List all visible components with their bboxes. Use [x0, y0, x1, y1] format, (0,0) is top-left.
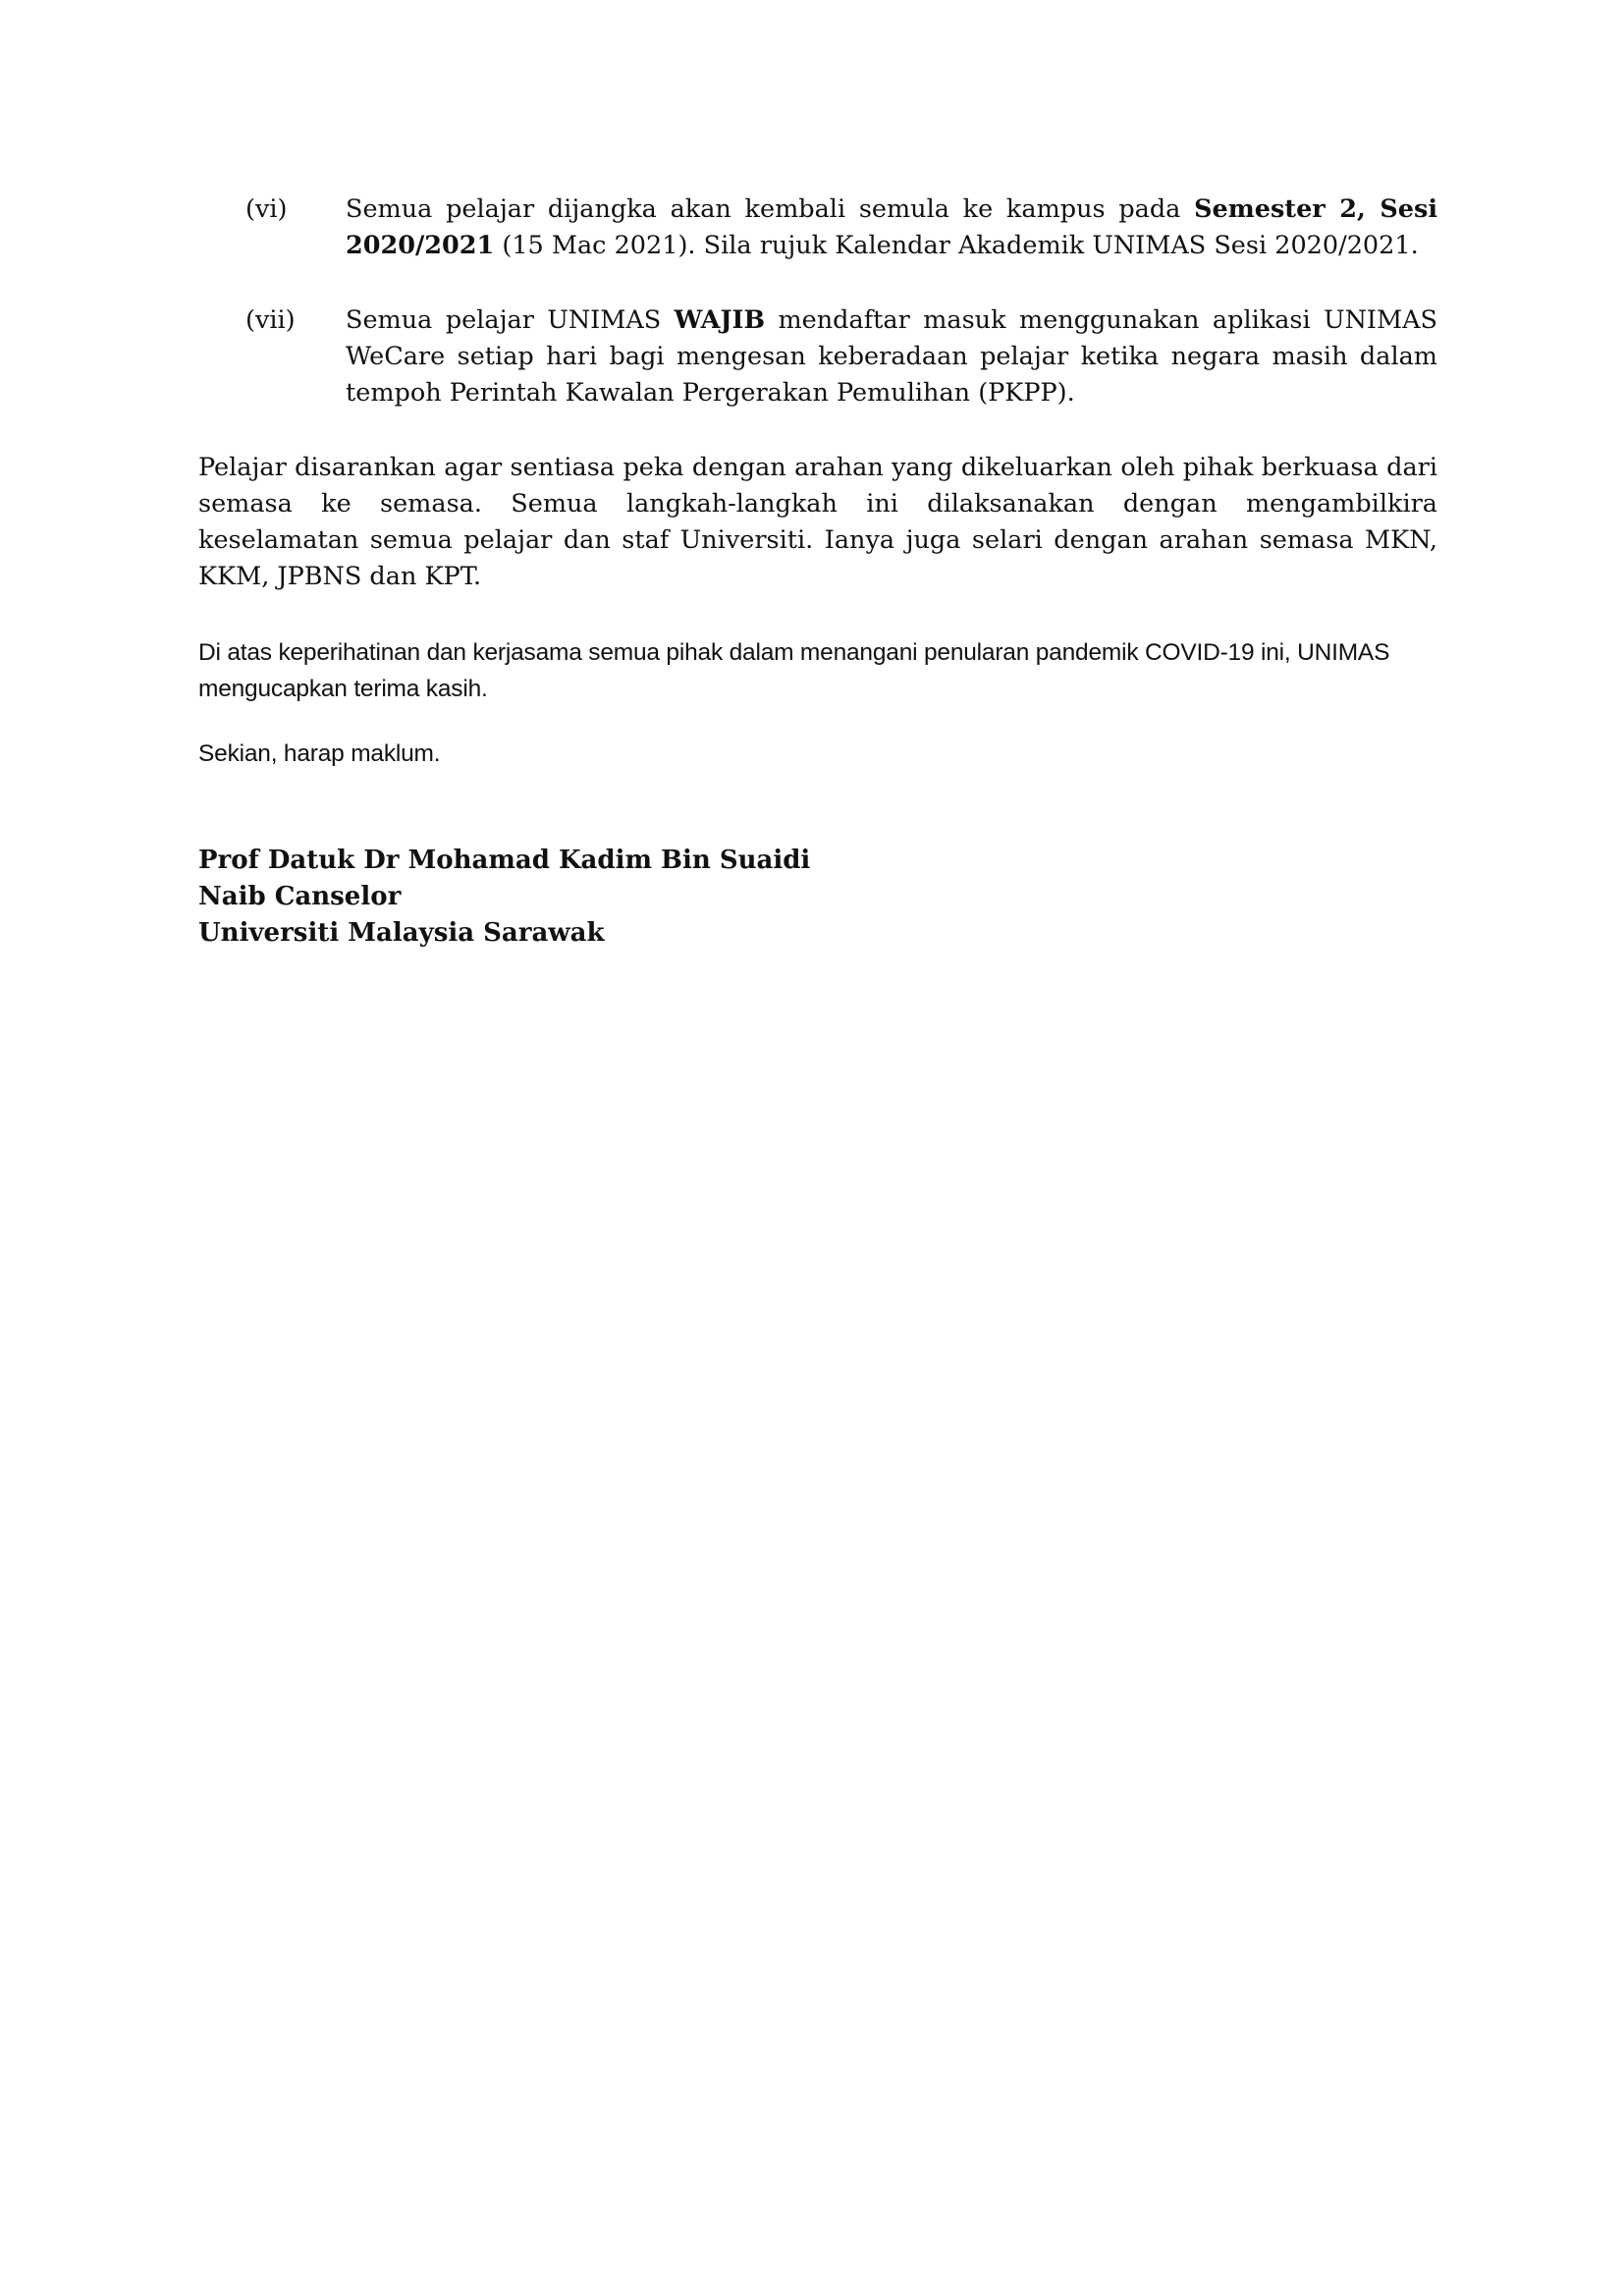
- signatory-name: Prof Datuk Dr Mohamad Kadim Bin Suaidi: [198, 846, 811, 875]
- list-item-vii: [198, 302, 1437, 411]
- advice-paragraph: Pelajar disarankan agar sentiasa peka dengan arahan yang dikeluarkan oleh pihak berkuasa dari semasa ke semasa. Semua langkah-langkah ini dilaksanakan dengan mengambilkira keselamatan semua pelajar dan staf Universiti. Ianya juga selari dengan arahan semasa MKN, KKM, JPBNS dan KPT.: [198, 453, 1437, 591]
- page-content: [198, 191, 1437, 952]
- signature-block: [198, 843, 1437, 952]
- list-item-emphasis: Semester 2, Sesi 2020/2021: [346, 194, 1438, 260]
- list-item-text: [346, 191, 1437, 264]
- closing-line: Sekian, harap maklum.: [198, 740, 441, 767]
- thanks-paragraph: Di atas keperihatinan dan kerjasama semua pihak dalam menangani penularan pandemik COVID-19 ini, UNIMAS mengucapkan terima kasih.: [198, 639, 1390, 702]
- list-item-text-part: (15 Mac 2021). Sila rujuk Kalendar Akademik UNIMAS Sesi 2020/2021.: [494, 231, 1419, 260]
- list-item-vi: [198, 191, 1437, 264]
- list-item-label: (vii): [245, 305, 296, 335]
- signatory-title: Naib Canselor: [198, 882, 402, 911]
- list-item-text-part: Semua pelajar dijangka akan kembali semula ke kampus pada: [346, 194, 1195, 224]
- signatory-institution: Universiti Malaysia Sarawak: [198, 918, 605, 948]
- list-item-text: [346, 302, 1437, 411]
- list-item-emphasis: WAJIB: [674, 305, 766, 335]
- list-item-label: (vi): [245, 194, 288, 224]
- list-item-text-part: mendaftar masuk menggunakan aplikasi UNIMAS WeCare setiap hari bagi mengesan keberadaan pelajar ketika negara masih dalam tempoh Perintah Kawalan Pergerakan Pemulihan (PKPP).: [346, 305, 1437, 408]
- list-item-text-part: Semua pelajar UNIMAS: [346, 305, 675, 335]
